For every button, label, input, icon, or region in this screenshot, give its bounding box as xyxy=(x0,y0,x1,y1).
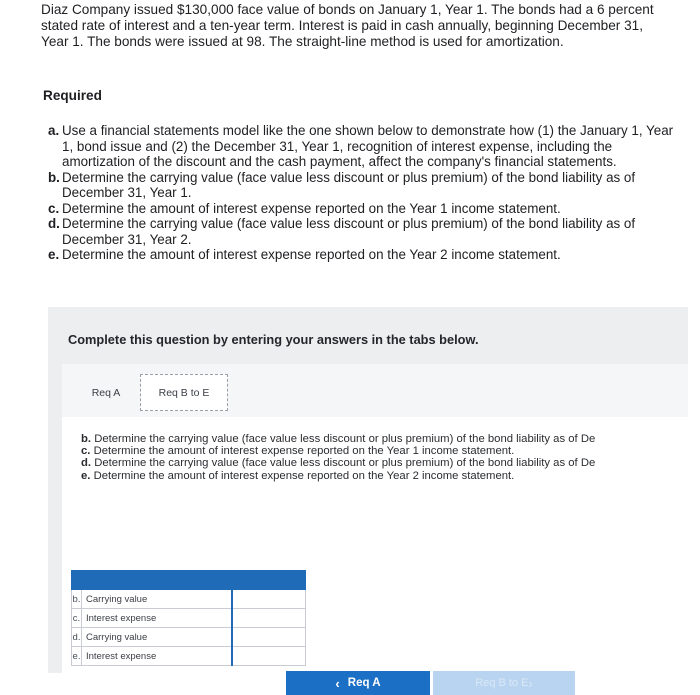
content-text: Determine the amount of interest expense reported on the Year 1 income statement. xyxy=(93,445,515,458)
row-value-cell[interactable] xyxy=(232,609,306,628)
content-letter: b. xyxy=(81,433,92,445)
problem-statement: Diaz Company issued $130,000 face value of bonds on January 1, Year 1. The bonds had a 6 percent stated rate of interest and a ten-year term. Interest is paid in cash annually, beginning December 31, Year 1. The bonds were issued at 98. The straight-line method is used for amortization. xyxy=(41,2,654,49)
header-cell xyxy=(72,571,82,590)
requirement-a xyxy=(48,123,684,170)
requirement-d xyxy=(48,216,684,247)
row-label: Interest expense xyxy=(82,647,233,666)
answer-table-header xyxy=(72,571,306,590)
row-label: Carrying value xyxy=(82,628,233,647)
carrying-value-year1-input[interactable] xyxy=(233,592,305,606)
content-list xyxy=(81,433,686,482)
row-letter: c. xyxy=(72,609,82,628)
requirement-text: Determine the amount of interest expense reported on the Year 1 income statement. xyxy=(62,200,561,216)
prev-req-label: Req A xyxy=(347,677,381,689)
row-value-cell[interactable] xyxy=(232,647,306,666)
answer-table xyxy=(71,570,306,666)
next-req-label: Req B to E xyxy=(475,677,529,689)
requirement-letter: d. xyxy=(48,216,60,231)
content-letter: e. xyxy=(81,469,91,482)
requirement-text: Determine the amount of interest expense reported on the Year 2 income statement. xyxy=(62,247,561,262)
requirement-letter: b. xyxy=(48,169,60,185)
requirement-e xyxy=(48,247,684,263)
requirement-c xyxy=(48,201,684,217)
answer-row-b xyxy=(72,590,306,609)
content-letter: d. xyxy=(81,457,92,470)
question-panel xyxy=(48,307,688,691)
requirement-text: Determine the carrying value (face value less discount or plus premium) of the bond liability as of December 31, Year 2. xyxy=(62,216,636,247)
requirement-text: Determine the carrying value (face value less discount or plus premium) of the bond liability as of December 31, Year 1. xyxy=(62,169,636,200)
row-letter: e. xyxy=(72,647,82,666)
requirement-text: Use a financial statements model like the one shown below to demonstrate how (1) the January 1, Year 1, bond issue and (2) the December 31, Year 1, recognition of interest expense, including the amortization of the discount and the cash payment, affect the company's financial statements. xyxy=(62,123,674,169)
content-text: Determine the carrying value (face value less discount or plus premium) of the bond liability as of De xyxy=(94,433,596,445)
requirements-list xyxy=(48,123,684,263)
header-cell xyxy=(82,571,233,590)
answer-row-d xyxy=(72,628,306,647)
requirement-b xyxy=(48,170,684,201)
row-label: Interest expense xyxy=(82,609,233,628)
content-text: Determine the amount of interest expense reported on the Year 2 income statement. xyxy=(93,469,515,482)
requirement-letter: e. xyxy=(48,247,60,262)
tab-container xyxy=(62,364,688,691)
content-item-c xyxy=(81,445,686,457)
content-text: Determine the carrying value (face value less discount or plus premium) of the bond liability as of De xyxy=(94,457,596,470)
interest-expense-year1-input[interactable] xyxy=(233,611,305,625)
panel-instruction: Complete this question by entering your answers in the tabs below. xyxy=(68,332,479,347)
row-value-cell[interactable] xyxy=(232,628,306,647)
answer-row-e xyxy=(72,647,306,666)
content-item-b xyxy=(81,433,686,445)
chevron-right-icon: › xyxy=(528,675,533,691)
chevron-left-icon: ‹ xyxy=(335,675,340,691)
content-letter: c. xyxy=(81,445,91,458)
tab-req-b-to-e[interactable]: Req B to E xyxy=(140,374,228,411)
requirement-letter: c. xyxy=(48,200,60,216)
row-letter: b. xyxy=(72,590,82,609)
requirement-letter: a. xyxy=(48,123,60,138)
answer-row-c xyxy=(72,609,306,628)
tab-req-a[interactable]: Req A xyxy=(91,386,121,399)
header-cell xyxy=(232,571,306,590)
row-label: Carrying value xyxy=(82,590,233,609)
tab-content xyxy=(62,417,688,691)
row-letter: d. xyxy=(72,628,82,647)
carrying-value-year2-input[interactable] xyxy=(233,630,305,644)
content-item-d xyxy=(81,457,686,469)
row-value-cell[interactable] xyxy=(232,590,306,609)
prev-req-button[interactable] xyxy=(286,671,430,695)
required-heading: Required xyxy=(43,88,102,103)
next-req-button xyxy=(433,671,575,695)
content-item-e xyxy=(81,470,686,482)
interest-expense-year2-input[interactable] xyxy=(233,649,305,663)
